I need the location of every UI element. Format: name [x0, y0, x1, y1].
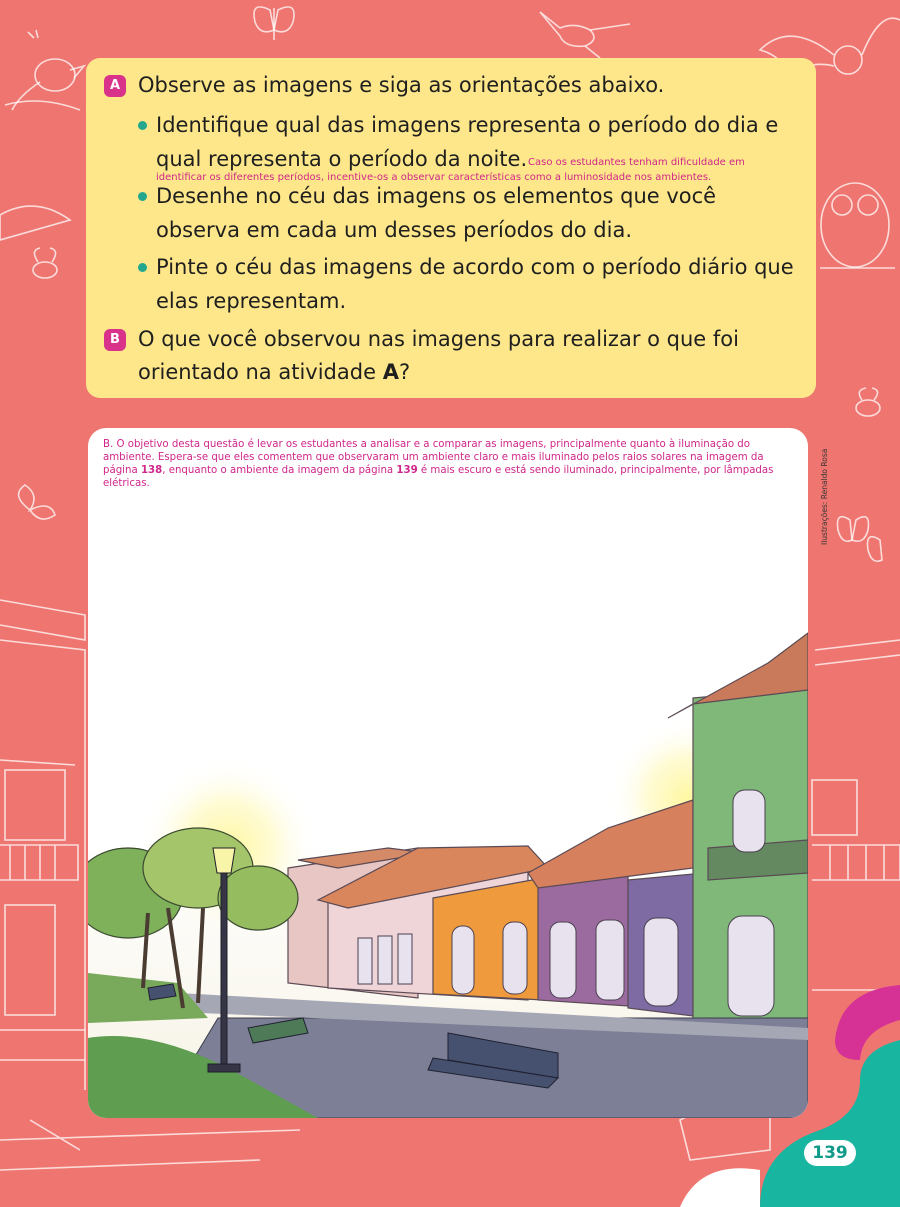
bullet-2-line2: observa em cada um desses períodos do dia.	[156, 218, 633, 242]
bee-drawing-right	[856, 388, 880, 416]
flower-drawing	[19, 485, 55, 519]
activity-b-text: orientado na atividade	[138, 360, 383, 384]
answer-b-text2: , enquanto o ambiente da imagem da página	[162, 465, 397, 476]
bullet-2-line1: Desenhe no céu das imagens os elementos que você	[156, 184, 717, 208]
activity-b-line2	[138, 360, 410, 384]
street-scene-illustration	[88, 428, 808, 1118]
activity-b-ref: A	[382, 360, 399, 384]
illustration-credit: Ilustrações: Renaldo Rosa	[820, 448, 829, 545]
badge-a: A	[104, 75, 126, 97]
answer-b-page138: 138	[140, 465, 163, 476]
activity-b-line1: O que você observou nas imagens para realizar o que foi	[138, 327, 739, 351]
answer-b-page139: 139	[396, 465, 418, 476]
activity-a-title: Observe as imagens e siga as orientações abaixo.	[138, 73, 665, 97]
umbrella-drawing	[0, 206, 70, 240]
bird-drawing	[5, 30, 84, 110]
white-wave-shape	[680, 1168, 760, 1207]
butterfly-drawing	[254, 7, 294, 40]
owl-drawing	[820, 183, 895, 268]
bullet-dot	[138, 263, 147, 272]
bee-drawing	[33, 248, 57, 278]
teacher-note-line2: identificar os diferentes períodos, incentive-os a observar características como a luminosidade nos ambientes.	[156, 172, 712, 183]
bullet-1-line1: Identifique qual das imagens representa o período do dia e	[156, 113, 779, 137]
bullet-1-line2: qual representa o período da noite.	[156, 147, 528, 171]
hummingbird-drawing	[540, 12, 630, 58]
bullet-3-line1: Pinte o céu das imagens de acordo com o período diário que	[156, 255, 794, 279]
activity-b-end: ?	[398, 360, 411, 384]
bullet-dot	[138, 121, 147, 130]
bullet-3-line2: elas representam.	[156, 289, 347, 313]
bullet-dot	[138, 192, 147, 201]
butterfly-drawing-right	[838, 517, 883, 562]
teacher-note-line1: Caso os estudantes tenham dificuldade em	[528, 157, 745, 168]
street-drawing	[0, 1120, 300, 1170]
answer-b-text1: B. O objetivo desta questão é levar os estudantes a analisar e a comparar as imagens, principalmente quanto à iluminação do ambiente. Espera-se que eles comentem que observaram um ambiente claro e mais iluminado pelos raios solares na imagem da página	[103, 439, 764, 476]
illustration-panel	[88, 428, 808, 1118]
answer-b-text3: é mais escuro e está sendo iluminado, principalmente, por lâmpadas elétricas.	[103, 465, 774, 489]
badge-b: B	[104, 329, 126, 351]
house-drawing-left	[0, 600, 85, 1090]
page-number: 139	[804, 1140, 856, 1166]
